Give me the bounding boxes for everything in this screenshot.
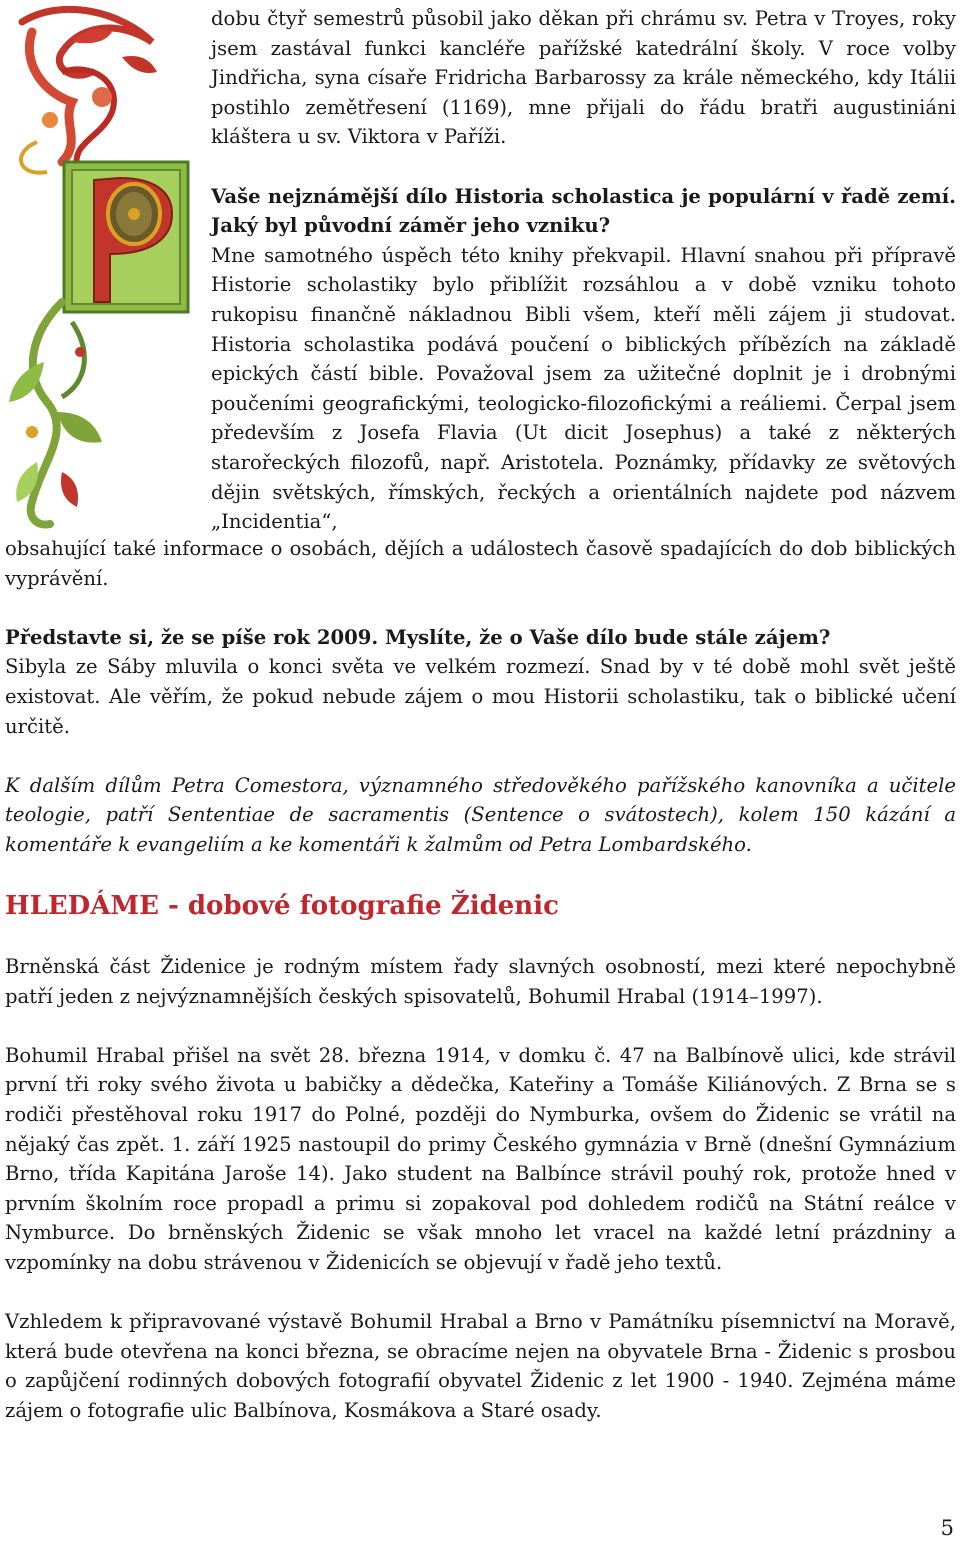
interview-wrapped-text xyxy=(211,4,956,537)
page-number: 5 xyxy=(940,1516,954,1540)
interview-answer: Sibyla ze Sáby mluvila o konci světa ve velkém rozmezí. Snad by v té době mohl svět ještě existovat. Ale věřím, že pokud nebude zájem o mou Historii scholastiku, tak o biblické učení určitě. xyxy=(5,655,956,738)
interview-full-text xyxy=(5,534,956,860)
interview-question: Vaše nejznámější dílo Historia scholastica je populární v řadě zemí. Jaký byl původní záměr jeho vzniku? xyxy=(211,184,956,238)
interview-paragraph: dobu čtyř semestrů působil jako děkan při chrámu sv. Petra v Troyes, roky jsem zastával funkci kancléře pařížské katedrální školy. V roce volby Jindřicha, syna císaře Fridricha Barbarossy za krále německého, kdy Itálii postihlo zemětřesení (1169), mne přijali do řádu bratři augustiniáni kláštera u sv. Viktora v Paříži. xyxy=(211,7,956,149)
article-body xyxy=(5,952,956,1426)
closing-note: K dalším dílům Petra Comestora, významného středověkého pařížského kanovníka a učitele teologie, patří Sententiae de sacramentis (Sentence o svátostech), kolem 150 kázání a komentáře k evangeliím a ke komentáři k žalmům od Petra Lombardského. xyxy=(5,773,956,856)
interview-answer-continued: obsahující také informace o osobách, dějích a událostech časově spadajících do dob biblických vyprávění. xyxy=(5,537,956,590)
illuminated-initial-p-image xyxy=(2,2,202,530)
article-paragraph: Bohumil Hrabal přišel na svět 28. března 1914, v domku č. 47 na Balbínově ulici, kde strávil první tři roky svého života u babičky a dědečka, Kateřiny a Tomáše Kiliánových. Z Brna se s rodiči přestěhoval roku 1917 do Polné, později do Nymburka, ovšem do Židenic se vrátil na nějaký čas zpět. 1. září 1925 nastoupil do primy Českého gymnázia v Brně (dnešní Gymnázium Brno, třída Kapitána Jaroše 14). Jako student na Balbínce strávil pouhý rok, protože hned v prvním školním roce propadl a primu si zopakoval pod dohledem rodičů na Státní reálce v Nymburce. Do brněnských Židenic se však mnoho let vracel na každé letní prázdniny a vzpomínky na dobu strávenou v Židenicích se objevují v řadě jeho textů. xyxy=(5,1043,956,1274)
section-heading: HLEDÁME - dobové fotografie Židenic xyxy=(5,891,559,921)
interview-answer: Mne samotného úspěch této knihy překvapil. Hlavní snahou při přípravě Historie scholastiky bylo přiblížit rozsáhlou a v době vzniku tohoto rukopisu finančně nákladnou Bibli všem, kteří měli zájem ji studovat. Historia scholastika podává poučení o biblických příbězích na základě epických částí bible. Považoval jsem za užitečné doplnit je i drobnými poučeními geografickými, teologicko-filozofickými a reáliemi. Čerpal jsem především z Josefa Flavia (Ut dicit Josephus) a také z některých starořeckých filozofů, např. Aristotela. Poznámky, přídavky ze světových dějin světských, římských, řeckých a orientálních najdete pod názvem „Incidentia“, xyxy=(211,243,956,534)
interview-question: Představte si, že se píše rok 2009. Myslíte, že o Vaše dílo bude stále zájem? xyxy=(5,625,831,649)
article-paragraph: Brněnská část Židenice je rodným místem řady slavných osobností, mezi které nepochybně patří jeden z nejvýznamnějších českých spisovatelů, Bohumil Hrabal (1914–1997). xyxy=(5,955,956,1008)
article-section xyxy=(5,886,956,926)
article-paragraph: Vzhledem k připravované výstavě Bohumil Hrabal a Brno v Památníku písemnictví na Moravě, která bude otevřena na konci března, se obracíme nejen na obyvatele Brna - Židenic s prosbou o zapůjčení rodinných dobových fotografií obyvatel Židenic z let 1900 - 1940. Zejména máme zájem o fotografie ulic Balbínova, Kosmákova a Staré osady. xyxy=(5,1310,956,1422)
